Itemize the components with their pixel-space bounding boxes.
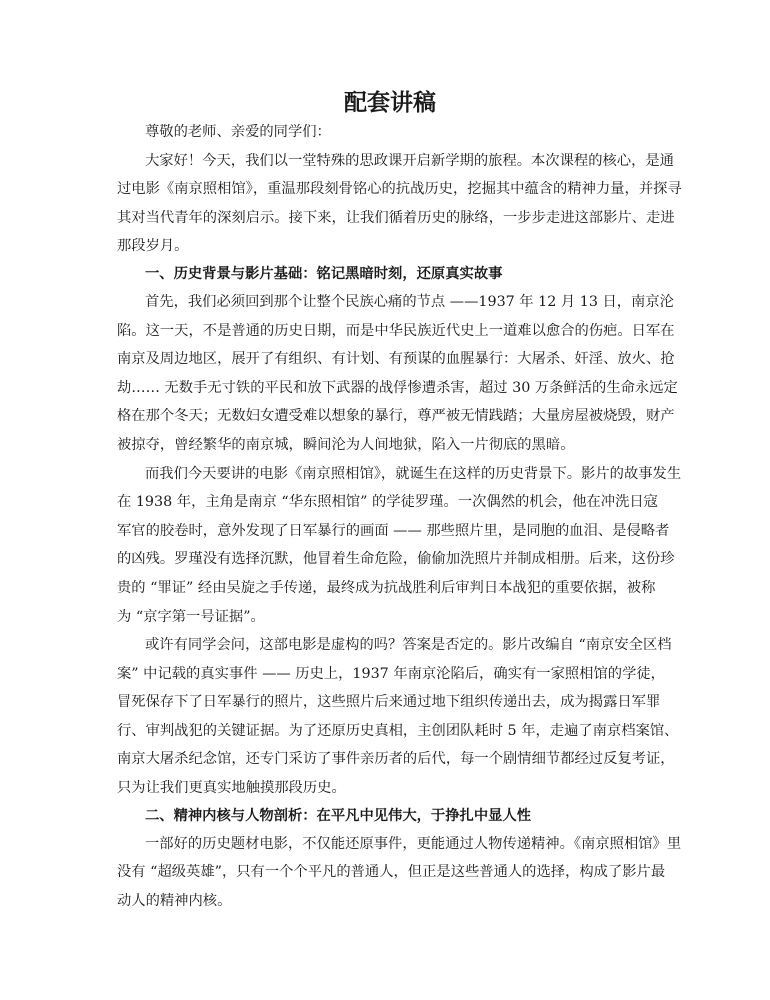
text-line: 首先，我们必须回到那个让整个民族心痛的节点 ——1937 年 12 月 13 日，南京沦 bbox=[145, 293, 674, 310]
paragraph bbox=[117, 147, 682, 261]
paragraph bbox=[117, 118, 657, 147]
text-line: 劫…… 无数手无寸铁的平民和放下武器的战俘惨遭杀害，超过 30 万条鲜活的生命永远定 bbox=[117, 379, 678, 396]
text-line: 格在那个冬天；无数妇女遭受难以想象的暴行，尊严被无情践踏；大量房屋被烧毁，财产 bbox=[117, 408, 675, 425]
text-line: 行、审判战犯的关键证据。为了还原历史真相，主创团队耗时 5 年，走遍了南京档案馆、 bbox=[117, 722, 679, 739]
paragraph bbox=[117, 460, 682, 632]
text-line: 动人的精神内核。 bbox=[117, 892, 232, 909]
text-line: 贵的 “罪证” 经由吴旋之手传递，最终成为抗战胜利后审判日本战犯的重要依据，被称 bbox=[117, 579, 656, 596]
text-line: 一、历史背景与影片基础：铭记黑暗时刻，还原真实故事 bbox=[145, 265, 503, 282]
text-line: 其对当代青年的深刻启示。接下来，让我们循着历史的脉络，一步步走进这部影片、走进 bbox=[117, 209, 675, 226]
text-line: 没有 “超级英雄”，只有一个个平凡的普通人，但正是这些普通人的选择，构成了影片最 bbox=[117, 864, 666, 881]
document-page bbox=[117, 88, 682, 915]
text-line: 冒死保存下了日军暴行的照片，这些照片后来通过地下组织传递出去，成为揭露日军罪 bbox=[117, 694, 661, 711]
text-line: 只为让我们更真实地触摸那段历史。 bbox=[117, 780, 346, 797]
text-line: 南京及周边地区，展开了有组织、有计划、有预谋的血腥暴行：大屠杀、奸淫、放火、抢 bbox=[117, 351, 675, 368]
text-line: 在 1938 年，主角是南京 “华东照相馆” 的学徒罗瑾。一次偶然的机会，他在冲洗日寇 bbox=[117, 494, 658, 511]
text-line: 案” 中记载的真实事件 —— 历史上，1937 年南京沦陷后，确实有一家照相馆的学徒， bbox=[117, 665, 665, 682]
text-line: 那段岁月。 bbox=[117, 238, 189, 255]
paragraph bbox=[117, 288, 678, 460]
text-line: 而我们今天要讲的电影《南京照相馆》，就诞生在这样的历史背景下。影片的故事发生 bbox=[145, 465, 682, 482]
paragraph bbox=[117, 631, 679, 803]
section-heading bbox=[117, 261, 657, 288]
text-line: 南京大屠杀纪念馆，还专门采访了事件亲历者的后代，每一个剧情细节都经过反复考证， bbox=[117, 751, 675, 768]
text-line: 陷。这一天，不是普通的历史日期，而是中华民族近代史上一道难以愈合的伤疤。日军在 bbox=[117, 322, 675, 339]
text-line: 过电影《南京照相馆》，重温那段刻骨铭心的抗战历史，挖掘其中蕴含的精神力量，并探寻 bbox=[117, 181, 682, 198]
text-line: 军官的胶卷时，意外发现了日军暴行的画面 —— 那些照片里，是同胞的血泪、是侵略者 bbox=[117, 522, 670, 539]
document-title: 配套讲稿 bbox=[344, 89, 436, 116]
text-line: 为 “京字第一号证据”。 bbox=[117, 608, 265, 625]
text-line: 一部好的历史题材电影，不仅能还原事件，更能通过人物传递精神。《南京照相馆》里 bbox=[145, 835, 682, 852]
text-line: 的凶残。罗瑾没有选择沉默，他冒着生命危险，偷偷加洗照片并制成相册。后来，这份珍 bbox=[117, 551, 675, 568]
text-line: 或许有同学会问，这部电影是虚构的吗？答案是否定的。影片改编自 “南京安全区档 bbox=[145, 637, 672, 654]
document-body bbox=[117, 118, 682, 915]
paragraph bbox=[117, 830, 682, 916]
text-line: 大家好！今天，我们以一堂特殊的思政课开启新学期的旅程。本次课程的核心，是通 bbox=[145, 152, 674, 169]
text-line: 二、精神内核与人物剖析：在平凡中见伟大，于挣扎中显人性 bbox=[145, 807, 532, 824]
text-line: 尊敬的老师、亲爱的同学们： bbox=[145, 124, 331, 140]
section-heading bbox=[117, 803, 657, 830]
text-line: 被掠夺，曾经繁华的南京城，瞬间沦为人间地狱，陷入一片彻底的黑暗。 bbox=[117, 436, 575, 453]
